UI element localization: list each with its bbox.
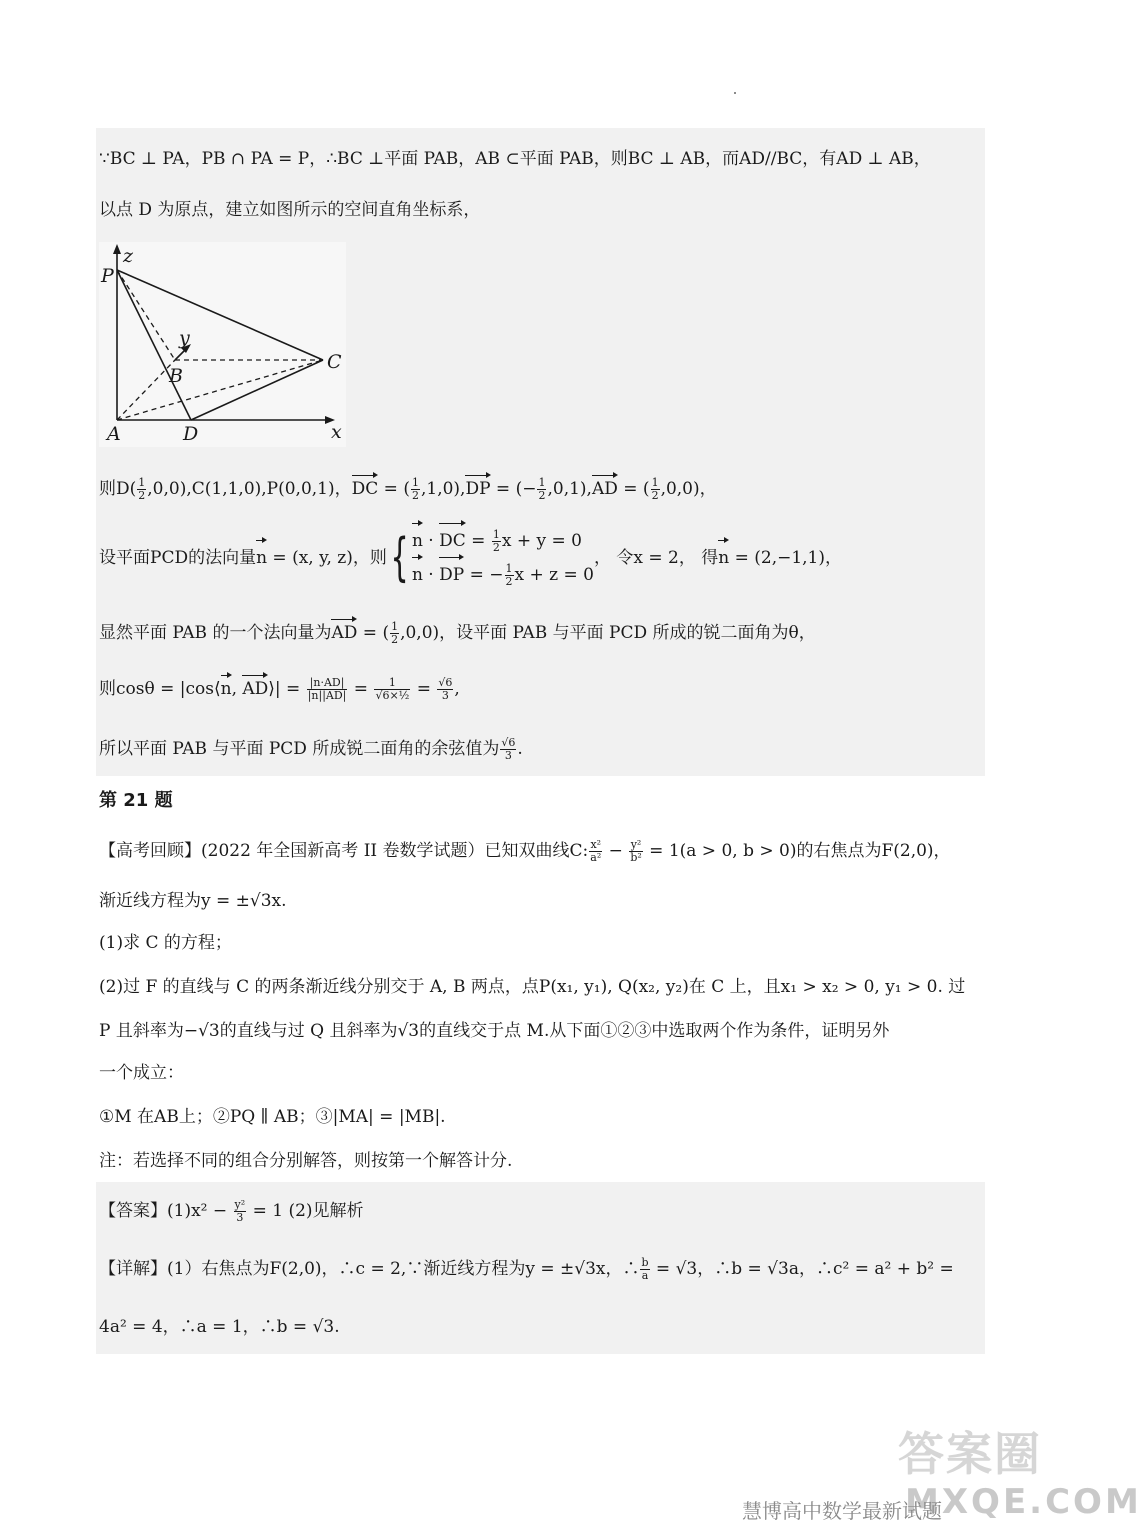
label-D: D: [183, 423, 199, 445]
pyramid-diagram: [99, 242, 346, 447]
coordinate-figure: [99, 242, 346, 447]
watermark-logo-url: MXQE.COM: [905, 1482, 1142, 1522]
vector-DC: DC: [352, 476, 379, 502]
equation-system: n · DC = $\frac{1}{2}$ x + y = 0 n · DP = − $\frac{1}{2}$ x + z = 0: [412, 524, 594, 592]
edge-PC: [117, 270, 323, 360]
label-A: A: [107, 423, 121, 445]
edge-AC: [117, 360, 323, 420]
label-y: y: [179, 327, 190, 349]
coordinates-line: 则D( $\frac{1}{2}$ ,0,0),C(1,1,0),P(0,0,1)，DC = ( $\frac{1}{2}$ ,1,0),DP = (− $\frac{1}{2}$ ,0,1),AD = ( $\frac{1}{2}$ ,0,0)，: [99, 476, 717, 502]
answer-line: 【答案】(1)x² − $\frac{\text{y²}}{3}$ = 1 (2)见解析: [99, 1198, 364, 1224]
question-21-intro: 【高考回顾】(2022 年全国新高考 II 卷数学试题）已知双曲线C: $\frac{\text{x²}}{\text{a²}}$ − $\frac{\text{y²}}{\text{b²}}$ = 1(a > 0, b > 0)的右焦点为F(2,0)，: [99, 838, 951, 864]
edge-DC: [191, 360, 323, 420]
question-21-part2-line1: (2)过 F 的直线与 C 的两条渐近线分别交于 A, B 两点，点P(x₁, y₁), Q(x₂, y₂)在 C 上，且x₁ > x₂ > 0, y₁ > 0. 过: [99, 977, 966, 997]
normal-vector-line: 设平面PCD的法向量n = (x, y, z)，则{ n · DC = $\frac{1}{2}$ x + y = 0 n · DP = − $\frac{1}{2}$ x + z = 0 ， 令x = 2， 得n = (2,−1,1)，: [99, 524, 842, 592]
solution-line-2: 以点 D 为原点，建立如图所示的空间直角坐标系，: [99, 200, 481, 220]
z-axis-arrow: [113, 244, 121, 254]
label-B: B: [169, 365, 183, 387]
watermark-text: 慧博高中数学最新试题: [742, 1499, 942, 1523]
detail-line-1: 【详解】(1）右焦点为F(2,0)，∴c = 2,∵渐近线方程为y = ±√3x，∴ $\frac{b}{a}$ = √3，∴b = √3a，∴c² = a² + b² =: [99, 1256, 954, 1282]
vector-AD: AD: [592, 476, 618, 502]
solution-line-1: ∵BC ⊥ PA，PB ∩ PA = P，∴BC ⊥平面 PAB，AB ⊂平面 PAB，则BC ⊥ AB，而AD//BC，有AD ⊥ AB，: [99, 149, 931, 169]
question-21-note: 注：若选择不同的组合分别解答，则按第一个解答计分.: [99, 1151, 513, 1171]
question-21-options: ①M 在AB上；②PQ ∥ AB；③|MA| = |MB|.: [99, 1107, 446, 1127]
detail-line-2: 4a² = 4，∴a = 1，∴b = √3.: [99, 1317, 340, 1337]
stray-dot: [734, 92, 736, 94]
conclusion-line: 所以平面 PAB 与平面 PCD 所成锐二面角的余弦值为 $\frac{√6}{3}$ .: [99, 736, 523, 762]
question-21-part2-line3: 一个成立：: [99, 1063, 184, 1083]
plane-normal-line: 显然平面 PAB 的一个法向量为AD = ( $\frac{1}{2}$ ,0,0)，设平面 PAB 与平面 PCD 所成的锐二面角为θ，: [99, 620, 816, 646]
label-x: x: [331, 421, 342, 443]
label-C: C: [327, 351, 342, 373]
question-21-asymptote: 渐近线方程为y = ±√3x.: [99, 891, 287, 911]
label-P: P: [101, 265, 114, 287]
question-21-part1: (1)求 C 的方程；: [99, 933, 232, 953]
cosine-line: 则cosθ = |cos⟨n, AD⟩| = $\frac{|n\cdot AD|}{|n||AD|}$ = $\frac{1}{\text{√6×½}}$ = $\frac{√6}{3}$ ,: [99, 676, 460, 702]
vector-DP: DP: [465, 476, 490, 502]
system-brace: {: [390, 528, 409, 588]
question-21-title: 第 21 题: [99, 790, 173, 811]
question-21-part2-line2: P 且斜率为−√3的直线与过 Q 且斜率为√3的直线交于点 M.从下面①②③中选取两个作为条件，证明另外: [99, 1021, 890, 1041]
watermark-logo: 答案圈: [898, 1427, 1042, 1481]
label-z: z: [123, 245, 134, 267]
